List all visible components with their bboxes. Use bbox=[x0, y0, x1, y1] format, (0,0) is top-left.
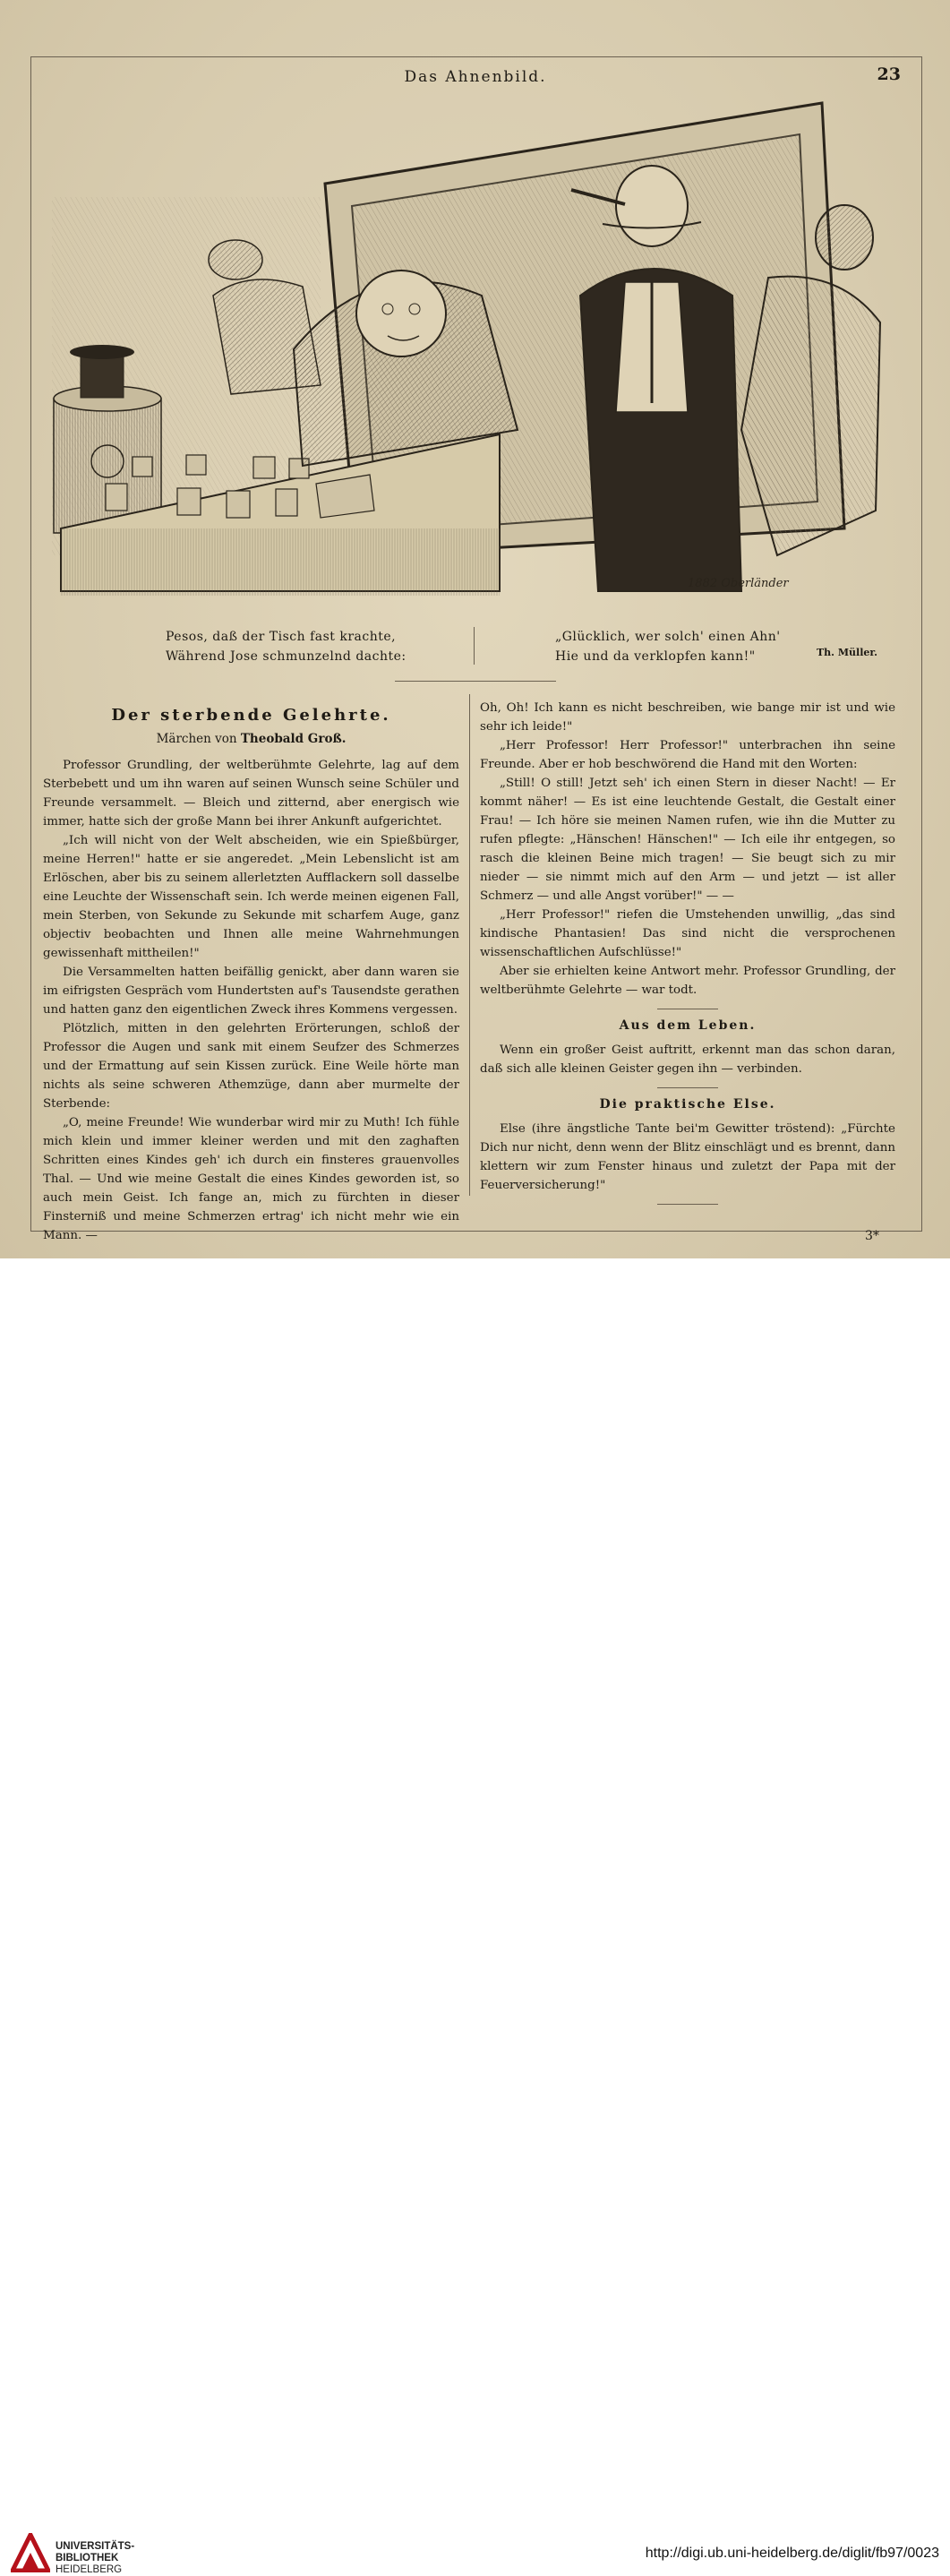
library-line2: BIBLIOTHEK bbox=[56, 2553, 119, 2563]
section-title-aus-dem-leben: Aus dem Leben. bbox=[619, 1018, 757, 1033]
scanned-page bbox=[0, 0, 950, 1258]
page-number: 23 bbox=[877, 64, 901, 84]
story-paragraph: Die Versammelten hatten beifällig genickt, aber dann waren sie im eifrigsten Gespräch vom Hundertsten auf's Tausendste gerathen und hatten ganz den eigentlichen Zweck ihres Kommens vergessen. bbox=[43, 966, 459, 1017]
story-continued-paragraph: „Herr Professor!" riefen die Umstehenden unwillig, „das sind kindische Phantasien! Das sind nicht die versprochenen wissenschaftlichen Aufschlüsse!" bbox=[480, 908, 895, 959]
caption-left-line1: Pesos, daß der Tisch fast krachte, bbox=[166, 630, 397, 644]
story-paragraph: „O, meine Freunde! Wie wunderbar wird mir zu Muth! Ich fühle mich klein und immer kleiner werden und mit den zaghaften Schritten eines Kindes geh' ich durch ein finsteres grauenvolles Thal. — Und wie meine Gestalt die eines Kindes geworden ist, so auch mein Geist. Ich fange an, mich zu fürchten in dieser Finsterniß und meine Schmerzen ertrag' ich nicht mehr wie ein Mann. — bbox=[43, 1116, 459, 1242]
story-paragraph: Professor Grundling, der weltberühmte Gelehrte, lag auf dem Sterbebett und um ihn waren auf seinen Wunsch seine Schüler und Freunde versammelt. — Bleich und zitternd, aber energisch wie immer, hatte sich der große Mann bei ihrer Ankunft aufgerichtet. bbox=[43, 759, 459, 829]
permalink-url[interactable]: http://digi.ub.uni-heidelberg.de/diglit/fb97/0023 bbox=[645, 2546, 939, 2561]
praktische-else-text: Else (ihre ängstliche Tante bei'm Gewitter tröstend): „Fürchte Dich nur nicht, denn wenn der Blitz einschlägt und es brennt, dann klettern wir zum Fenster hinaus und zuletzt der Papa mit der Feuerversicherung!" bbox=[480, 1122, 895, 1192]
story-continued-paragraph: „Herr Professor! Herr Professor!" unterbrachen ihn seine Freunde. Aber er hob beschwörend die Hand mit den Worten: bbox=[480, 739, 895, 771]
left-column bbox=[43, 699, 459, 1245]
caption-right-line1: „Glücklich, wer solch' einen Ahn' bbox=[555, 630, 781, 644]
column-divider bbox=[469, 694, 470, 1196]
story-continued-paragraph: Aber sie erhielten keine Antwort mehr. Professor Grundling, der weltberühmte Gelehrte — war todt. bbox=[480, 965, 895, 997]
caption-author: Th. Müller. bbox=[817, 647, 877, 658]
library-name bbox=[56, 2541, 134, 2576]
caption-divider bbox=[474, 627, 475, 665]
digitization-footer bbox=[0, 1258, 950, 2575]
printer-signature-mark: 3* bbox=[865, 1229, 879, 1243]
story-paragraph: „Ich will nicht von der Welt abscheiden, wie ein Spießbürger, meine Herren!" hatte er sie angeredet. „Mein Lebenslicht ist am Erlöschen, aber bis zu seinem allerletzten Aufflackern soll dasselbe eine Leuchte der Wissenschaft sein. Ich werde meinen eigenen Fall, mein Sterben, von Sekunde zu Sekunde mit scharfem Auge, ganz objectiv beobachten und Ihnen alle meine Wahrnehmungen gewissenhaft mittheilen!" bbox=[43, 834, 459, 960]
library-line1: UNIVERSITÄTS- bbox=[56, 2541, 135, 2552]
aus-dem-leben-text: Wenn ein großer Geist auftritt, erkennt man das schon daran, daß sich alle kleinen Geister gegen ihn — verbinden. bbox=[480, 1043, 895, 1076]
byline-author: Theobald Groß. bbox=[240, 732, 347, 746]
story-continued-paragraph: Oh, Oh! Ich kann es nicht beschreiben, wie bange mir ist und wie sehr ich leide!" bbox=[480, 701, 895, 734]
right-column bbox=[480, 699, 895, 1212]
library-line3: HEIDELBERG bbox=[56, 2564, 123, 2575]
caption-rule bbox=[395, 681, 556, 682]
page-header bbox=[30, 64, 920, 91]
section-title-praktische-else: Die praktische Else. bbox=[599, 1097, 776, 1112]
caption-left-line2: Während Jose schmunzelnd dachte: bbox=[166, 649, 407, 664]
story-byline bbox=[43, 730, 459, 749]
engraving-illustration bbox=[34, 90, 916, 618]
artist-signature: 1882 Oberländer bbox=[688, 577, 789, 590]
story-title: Der sterbende Gelehrte. bbox=[111, 706, 391, 725]
caption-right bbox=[555, 627, 806, 666]
story-continued-paragraph: „Still! O still! Jetzt seh' ich einen Stern in dieser Nacht! — Er kommt näher! — Es ist eine leuchtende Gestalt, die Gestalt einer Frau! — Ich höre sie meinen Namen rufen, wie ihn die Mutter zu rufen pflegte: „Hänschen! Hänschen!" — Ich eile ihr entgegen, so rasch die kleinen Beine mich tragen! — Sie beugt sich zu mir nieder — sie nimmt mich auf den Arm — und jetzt — ist aller Schmerz — und alle Angst vorüber!" — — bbox=[480, 777, 895, 903]
caption-right-line2: Hie und da verklopfen kann!" bbox=[555, 649, 756, 664]
section-rule bbox=[657, 1204, 718, 1205]
running-title: Das Ahnenbild. bbox=[404, 68, 547, 86]
library-logo-icon bbox=[11, 2533, 50, 2572]
story-paragraph: Plötzlich, mitten in den gelehrten Erörterungen, schloß der Professor die Augen und sank mit einem Seufzer des Schmerzes und der Ermattung auf sein Kissen zurück. Eine Weile hörte man nichts als seine schweren Athemzüge, dann aber murmelte der Sterbende: bbox=[43, 1022, 459, 1111]
byline-prefix: Märchen von bbox=[156, 732, 237, 746]
caption-left bbox=[166, 627, 452, 666]
section-rule bbox=[657, 1087, 718, 1088]
